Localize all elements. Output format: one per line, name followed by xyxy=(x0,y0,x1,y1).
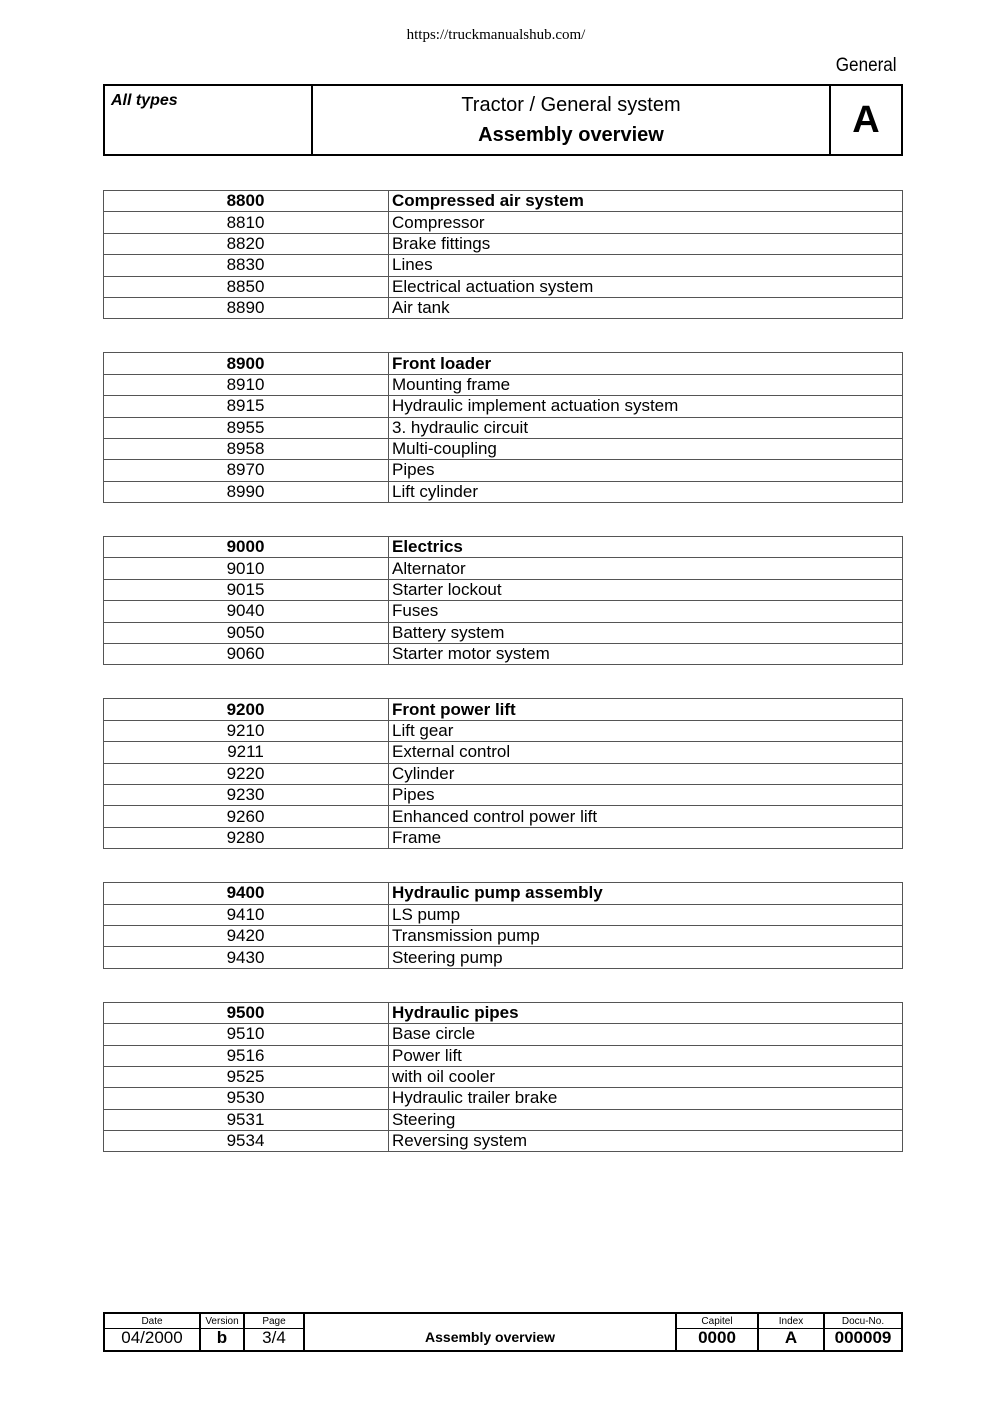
item-code: 8910 xyxy=(104,374,389,395)
item-name: Hydraulic trailer brake xyxy=(389,1088,903,1109)
item-code: 9220 xyxy=(104,763,389,784)
group-header-row xyxy=(104,537,903,558)
item-name: External control xyxy=(389,742,903,763)
table-row xyxy=(104,1109,903,1130)
group-name: Hydraulic pipes xyxy=(389,1002,903,1023)
footer-page-cell xyxy=(245,1314,305,1350)
item-name: Compressor xyxy=(389,212,903,233)
item-code: 9534 xyxy=(104,1131,389,1152)
table-row xyxy=(104,579,903,600)
group-name: Compressed air system xyxy=(389,191,903,212)
item-code: 9210 xyxy=(104,720,389,741)
item-name: Enhanced control power lift xyxy=(389,806,903,827)
item-code: 8850 xyxy=(104,276,389,297)
item-code: 9531 xyxy=(104,1109,389,1130)
table-row xyxy=(104,947,903,968)
item-code: 8990 xyxy=(104,481,389,502)
footer-page: 3/4 xyxy=(262,1328,286,1347)
table-row xyxy=(104,417,903,438)
group-header-row xyxy=(104,699,903,720)
assembly-group-table xyxy=(103,352,903,503)
item-name: Brake fittings xyxy=(389,233,903,254)
item-code: 8958 xyxy=(104,438,389,459)
item-code: 8915 xyxy=(104,396,389,417)
item-name: Pipes xyxy=(389,460,903,481)
item-code: 8955 xyxy=(104,417,389,438)
item-name: Cylinder xyxy=(389,763,903,784)
item-code: 9516 xyxy=(104,1045,389,1066)
item-code: 9040 xyxy=(104,601,389,622)
table-row xyxy=(104,925,903,946)
table-row xyxy=(104,1088,903,1109)
item-name: Power lift xyxy=(389,1045,903,1066)
footer-capitel: 0000 xyxy=(698,1328,736,1347)
footer-docu-label: Docu-No. xyxy=(841,1316,885,1327)
footer-index: A xyxy=(784,1328,798,1347)
table-row xyxy=(104,1045,903,1066)
group-code: 9000 xyxy=(104,537,389,558)
group-header-row xyxy=(104,883,903,904)
footer-capitel-cell xyxy=(677,1314,759,1350)
group-header-row xyxy=(104,191,903,212)
footer-capitel-label: Capitel xyxy=(701,1316,733,1327)
assembly-group-table xyxy=(103,536,903,665)
footer-docu: 000009 xyxy=(834,1328,892,1347)
table-row xyxy=(104,1024,903,1045)
item-name: Lift gear xyxy=(389,720,903,741)
footer-title-cell xyxy=(305,1314,677,1350)
item-name: Starter lockout xyxy=(389,579,903,600)
item-name: LS pump xyxy=(389,904,903,925)
table-row xyxy=(104,212,903,233)
item-code: 9260 xyxy=(104,806,389,827)
header-title: Tractor / General system xyxy=(461,94,681,116)
group-header-row xyxy=(104,353,903,374)
group-code: 8900 xyxy=(104,353,389,374)
document-footer xyxy=(103,1312,903,1352)
group-name: Electrics xyxy=(389,537,903,558)
table-row xyxy=(104,297,903,318)
document-header xyxy=(103,84,903,156)
group-name: Hydraulic pump assembly xyxy=(389,883,903,904)
item-name: Starter motor system xyxy=(389,644,903,665)
group-code: 9400 xyxy=(104,883,389,904)
item-code: 9420 xyxy=(104,925,389,946)
table-row xyxy=(104,276,903,297)
header-title-cell xyxy=(313,86,831,154)
item-name: Reversing system xyxy=(389,1131,903,1152)
table-row xyxy=(104,558,903,579)
group-header-row xyxy=(104,1002,903,1023)
item-name: Air tank xyxy=(389,297,903,318)
chapter-letter: A xyxy=(852,98,880,141)
assembly-group-table xyxy=(103,1002,903,1153)
item-code: 9280 xyxy=(104,827,389,848)
assembly-group-table xyxy=(103,698,903,849)
footer-version-label: Version xyxy=(205,1316,239,1327)
group-code: 8800 xyxy=(104,191,389,212)
item-code: 9015 xyxy=(104,579,389,600)
section-label: General xyxy=(836,55,897,76)
item-code: 9510 xyxy=(104,1024,389,1045)
table-row xyxy=(104,1131,903,1152)
footer-version: b xyxy=(216,1328,228,1347)
group-code: 9200 xyxy=(104,699,389,720)
table-row xyxy=(104,438,903,459)
table-row xyxy=(104,904,903,925)
item-name: Transmission pump xyxy=(389,925,903,946)
item-code: 8820 xyxy=(104,233,389,254)
table-row xyxy=(104,784,903,805)
table-row xyxy=(104,233,903,254)
table-row xyxy=(104,255,903,276)
footer-page-label: Page xyxy=(262,1316,286,1327)
assembly-group-table xyxy=(103,882,903,969)
item-code: 8890 xyxy=(104,297,389,318)
group-name: Front power lift xyxy=(389,699,903,720)
table-row xyxy=(104,1066,903,1087)
table-row xyxy=(104,601,903,622)
types-label: All types xyxy=(105,86,313,154)
item-code: 8830 xyxy=(104,255,389,276)
table-row xyxy=(104,806,903,827)
item-name: Frame xyxy=(389,827,903,848)
item-code: 9410 xyxy=(104,904,389,925)
item-name: Lines xyxy=(389,255,903,276)
table-row xyxy=(104,720,903,741)
table-row xyxy=(104,481,903,502)
item-name: Multi-coupling xyxy=(389,438,903,459)
item-code: 8810 xyxy=(104,212,389,233)
group-code: 9500 xyxy=(104,1002,389,1023)
item-name: Electrical actuation system xyxy=(389,276,903,297)
item-name: 3. hydraulic circuit xyxy=(389,417,903,438)
item-name: Fuses xyxy=(389,601,903,622)
assembly-group-table xyxy=(103,190,903,319)
item-name: Hydraulic implement actuation system xyxy=(389,396,903,417)
table-row xyxy=(104,644,903,665)
item-code: 9530 xyxy=(104,1088,389,1109)
footer-date: 04/2000 xyxy=(121,1328,183,1347)
footer-index-label: Index xyxy=(778,1316,804,1327)
item-code: 9230 xyxy=(104,784,389,805)
item-code: 9211 xyxy=(104,742,389,763)
source-url[interactable]: https://truckmanualshub.com/ xyxy=(406,27,586,43)
header-subtitle: Assembly overview xyxy=(478,124,664,146)
item-name: Mounting frame xyxy=(389,374,903,395)
footer-version-cell xyxy=(201,1314,245,1350)
item-name: Battery system xyxy=(389,622,903,643)
table-row xyxy=(104,742,903,763)
item-code: 9050 xyxy=(104,622,389,643)
item-name: with oil cooler xyxy=(389,1066,903,1087)
footer-title: Assembly overview xyxy=(425,1329,555,1345)
item-name: Alternator xyxy=(389,558,903,579)
assembly-tables xyxy=(103,190,903,1185)
item-name: Base circle xyxy=(389,1024,903,1045)
item-code: 9430 xyxy=(104,947,389,968)
item-code: 8970 xyxy=(104,460,389,481)
item-name: Steering pump xyxy=(389,947,903,968)
item-name: Pipes xyxy=(389,784,903,805)
item-name: Lift cylinder xyxy=(389,481,903,502)
table-row xyxy=(104,827,903,848)
item-name: Steering xyxy=(389,1109,903,1130)
item-code: 9060 xyxy=(104,644,389,665)
table-row xyxy=(104,396,903,417)
table-row xyxy=(104,622,903,643)
table-row xyxy=(104,460,903,481)
table-row xyxy=(104,763,903,784)
footer-date-label: Date xyxy=(141,1316,163,1327)
group-name: Front loader xyxy=(389,353,903,374)
footer-date-cell xyxy=(105,1314,201,1350)
item-code: 9010 xyxy=(104,558,389,579)
table-row xyxy=(104,374,903,395)
footer-docu-cell xyxy=(825,1314,901,1350)
footer-index-cell xyxy=(759,1314,825,1350)
item-code: 9525 xyxy=(104,1066,389,1087)
